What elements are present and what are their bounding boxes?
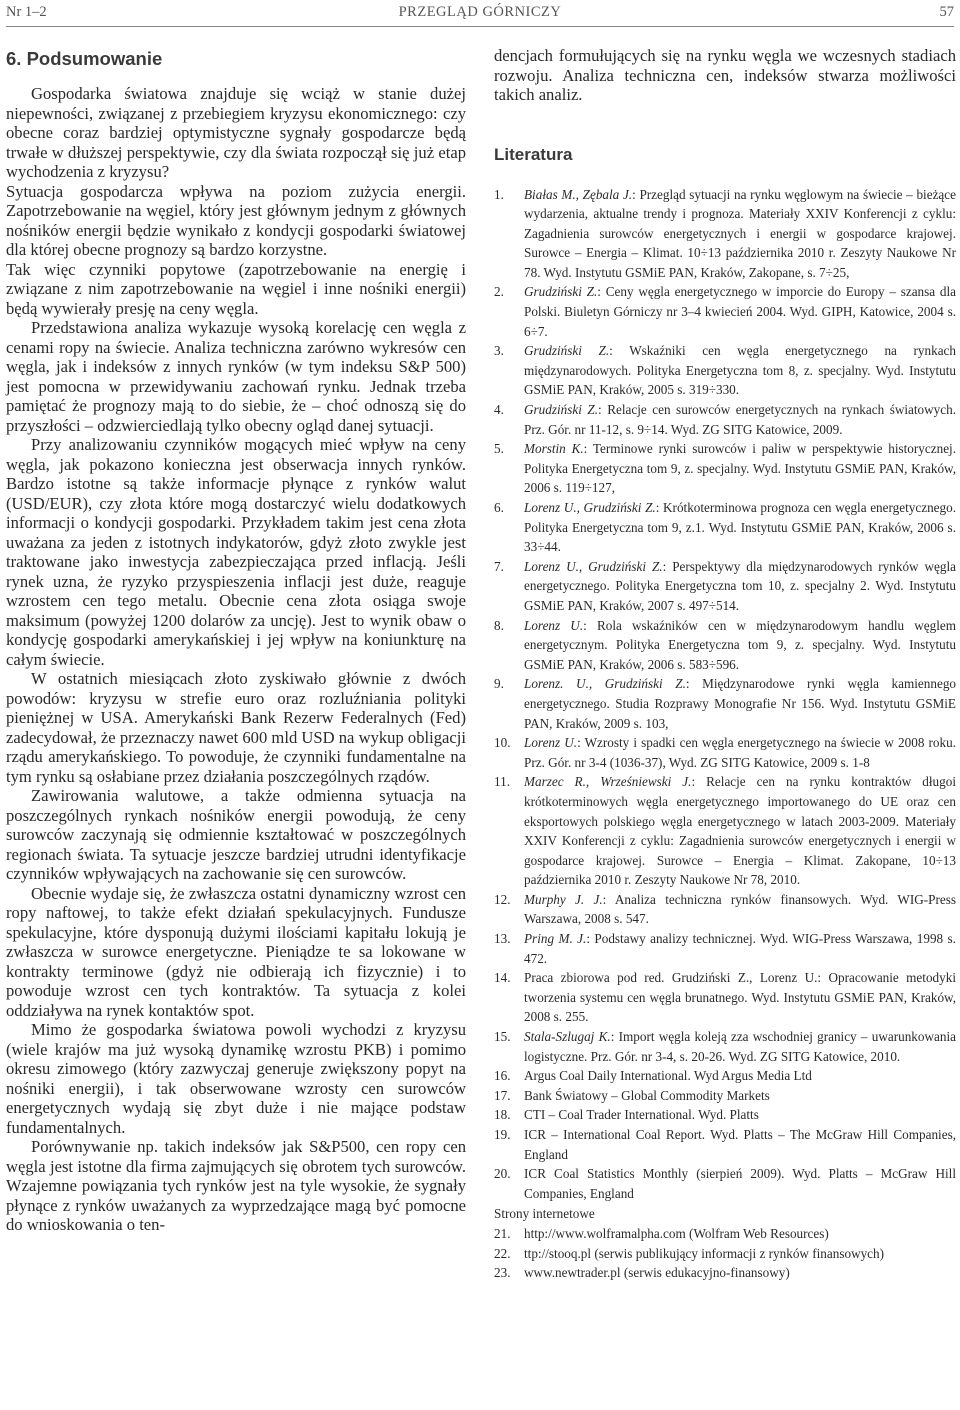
reference-number: 9. <box>494 676 504 692</box>
reference-details: ttp://stooq.pl (serwis publikujący informacji z rynków finansowych) <box>524 1245 885 1261</box>
reference-authors: Marzec R., Wrześniewski J. <box>524 774 692 790</box>
reference-details: : Analiza techniczna rynków finansowych. Wyd. WIG-Press Warszawa, 2008 s. 547. <box>524 891 956 927</box>
reference-details: : Krótkoterminowa prognoza cen węgla energetycznego. Polityka Energetyczna tom 9, z.1. Wyd. Instytutu GSMiE PAN, Kraków, 2006 s. 33÷44. <box>524 500 957 555</box>
reference-number: 10. <box>494 735 511 751</box>
reference-item <box>494 1086 956 1106</box>
reference-number: 18. <box>494 1107 511 1123</box>
reference-list <box>494 185 956 1204</box>
reference-authors: Pring M. J. <box>524 931 587 947</box>
reference-text <box>524 498 956 557</box>
reference-item <box>494 674 956 733</box>
reference-item <box>494 890 956 929</box>
reference-text <box>524 341 956 400</box>
reference-details: Praca zbiorowa pod red. Grudziński Z., Lorenz U.: Opracowanie metodyki tworzenia systemu cen węgla brunatnego. Wyd. Instytutu GSMiE PAN, Kraków, 2008 s. 255. <box>524 970 956 1025</box>
reference-number: 21. <box>494 1225 511 1241</box>
reference-text <box>524 400 956 439</box>
journal-title: PRZEGLĄD GÓRNICZY <box>398 4 562 20</box>
reference-number: 22. <box>494 1245 511 1261</box>
reference-authors: Morstin K. <box>524 441 584 457</box>
reference-details: : Wzrosty i spadki cen węgla energetycznego na świecie w 2008 roku. Prz. Gór. nr 3-4 (1036-37), Wyd. ZG SITG Katowice, 2009 s. 1-8 <box>524 735 956 770</box>
reference-item <box>494 1263 956 1283</box>
reference-number: 4. <box>494 402 504 418</box>
reference-number: 14. <box>494 970 511 986</box>
reference-number: 5. <box>494 441 504 457</box>
reference-text <box>524 674 956 733</box>
paragraph: Mimo że gospodarka światowa powoli wychodzi z kryzysu (wiele krajów ma już wysoką dynamikę wzrostu PKB) i pomimo okresu zimowego (który zazwyczaj generuje zwiększony popyt na nośniki energii), i tak obserwowane wzrosty cen surowców energetycznych wydają się zbyt duże i nie mające podstaw fundamentalnych. <box>6 1020 466 1137</box>
reference-details: ICR – International Coal Report. Wyd. Platts – The McGraw Hill Companies, England <box>524 1127 956 1162</box>
paragraph: Gospodarka światowa znajduje się wciąż w stanie dużej niepewności, związanej z przebiegiem kryzysu ekonomicznego: czy obecne coraz bardziej optymistyczne sygnały gospodarcze będą trwałe w dłuższej perspektywie, czy dla świata rozpoczął się już etap wychodzenia z kryzysu? <box>6 84 466 181</box>
reference-item <box>494 185 956 283</box>
reference-authors: Stala-Szlugaj K. <box>524 1029 611 1045</box>
paragraph: W ostatnich miesiącach złoto zyskiwało głównie z dwóch powodów: kryzysu w strefie euro oraz rozluźniania polityki pieniężnej w USA. Amerykański Bank Rezerw Federalnych (Fed) zadecydował, że przeznaczy nawet 600 mld USD na wykup obligacji rządu amerykańskiego. To powoduje, że czynniki fundamentalne na tym rynku są osłabiane przez działania poszczególnych rządów. <box>6 669 466 786</box>
reference-number: 20. <box>494 1166 511 1182</box>
reference-item <box>494 1125 956 1164</box>
reference-text <box>524 557 956 616</box>
reference-details: : Relacje cen na rynku kontraktów długoi krótkoterminowych węgla energetycznego importowanego do UE oraz cen eksportowych polskiego węgla energetycznego w latach 2003-2009. Materiały XXIV Konferencji z cyklu: Zagadnienia surowców energetycznych i energii w gospodarce krajowej. Surowce – Energia – Klimat. Zakopane, 10÷13 października 2010 r. Zeszyty Naukowe Nr 78, 2010. <box>524 774 956 888</box>
reference-number: 16. <box>494 1068 511 1084</box>
reference-item <box>494 772 956 890</box>
reference-details: : Ceny węgla energetycznego w imporcie do Europy – szansa dla Polski. Biuletyn Górniczy nr 3–4 kwiecień 2004. Wyd. GIPH, Katowice, 2004 s. 6÷7. <box>524 284 957 339</box>
reference-details: ICR Coal Statistics Monthly (sierpień 2009). Wyd. Platts – McGraw Hill Companies, England <box>524 1166 956 1201</box>
reference-number: 7. <box>494 558 504 574</box>
reference-item <box>494 1105 956 1125</box>
reference-number: 23. <box>494 1265 511 1281</box>
reference-authors: Lorenz U. <box>524 617 584 633</box>
reference-details: : Międzynarodowe rynki węgla kamiennego energetycznego. Studia Rozprawy Monografie Nr 156. Wyd. Instytutu GSMiE PAN, Kraków, 2009 s. 103, <box>524 676 957 731</box>
issue-number: Nr 1–2 <box>6 4 47 20</box>
reference-authors: Lorenz. U., Grudziński Z. <box>524 676 686 692</box>
reference-details: Bank Światowy – Global Commodity Markets <box>524 1087 770 1103</box>
reference-details: Argus Coal Daily International. Wyd Argus Media Ltd <box>524 1068 812 1084</box>
reference-text <box>524 733 956 772</box>
reference-text <box>524 1125 956 1164</box>
reference-authors: Białas M., Zębala J. <box>524 186 633 202</box>
reference-text <box>524 929 956 968</box>
reference-details: CTI – Coal Trader International. Wyd. Platts <box>524 1107 759 1123</box>
reference-details: : Import węgla koleją zza wschodniej granicy – uwarunkowania logistyczne. Prz. Gór. nr 3-4, s. 20-26. Wyd. ZG SITG Katowice, 2010. <box>524 1029 956 1064</box>
reference-authors: Grudziński Z. <box>524 284 598 300</box>
paragraph: Sytuacja gospodarcza wpływa na poziom zużycia energii. Zapotrzebowanie na węgiel, który jest głównym jednym z głównych nośników energii będzie wynikało z kondycji gospodarki światowej dla której obecne prognozy są bardzo korzystne. <box>6 181 466 259</box>
header-rule <box>6 26 954 27</box>
reference-text <box>524 1224 956 1244</box>
paragraph: Zawirowania walutowe, a także odmienna sytuacja na poszczególnych rynkach nośników energii powodują, że ceny surowców zaczynają się odmiennie kształtować w poszczególnych regionach świata. Ta sytuacje jeszcze bardziej utrudni identyfikacje czynników wpływających na zachowanie się cen surowców. <box>6 786 466 883</box>
reference-item <box>494 733 956 772</box>
reference-item <box>494 1164 956 1203</box>
reference-text <box>524 890 956 929</box>
reference-number: 1. <box>494 186 504 202</box>
reference-item <box>494 400 956 439</box>
reference-authors: Lorenz U. <box>524 735 578 751</box>
reference-authors: Lorenz U., Grudziński Z. <box>524 500 656 515</box>
reference-item <box>494 616 956 675</box>
paragraph: Porównywanie np. takich indeksów jak S&P500, cen ropy cen węgla jest istotne dla firma zajmujących się obrotem tych surowców. Wzajemne powiązania tych rynków jest na tyle wysokie, że sygnały płynące z rynków uważanych za wyprzedzające magą być pomocne do wnioskowania o ten- <box>6 1137 466 1234</box>
reference-authors: Grudziński Z. <box>524 343 610 359</box>
web-sources-heading: Strony internetowe <box>494 1206 595 1222</box>
paragraph: Przedstawiona analiza wykazuje wysoką korelację cen węgla z cenami ropy na świecie. Analiza techniczna zarówno wykresów cen węgla, jak i indeksów z innych rynków (w tym indeksu S&P 500) jest pomocna w przewidywaniu zachowań rynku. Jednak trzeba pamiętać że prognozy mają to do siebie, że – choć odnoszą się do przyszłości – odzwierciedlają tylko obecny ogląd danej sytuacji. <box>6 318 466 435</box>
reference-item <box>494 1066 956 1086</box>
reference-text <box>524 1164 956 1203</box>
reference-text <box>524 1105 956 1125</box>
continuation-paragraph: dencjach formułujących się na rynku węgla we wczesnych stadiach rozwoju. Analiza techniczna cen, indeksów stwarza możliwości takich analiz. <box>494 46 956 104</box>
reference-text <box>524 772 956 890</box>
reference-details: www.newtrader.pl (serwis edukacyjno-finansowy) <box>524 1265 790 1281</box>
reference-item <box>494 439 956 498</box>
paragraph: Obecnie wydaje się, że zwłaszcza ostatni dynamiczny wzrost cen ropy naftowej, to także efekt działań spekulacyjnych. Fundusze spekulacyjne, które dysponują dużymi ilościami kapitału lokują je zwłaszcza w surowce energetyczne. Pieniądze te sa lokowane w kontrakty terminowe (gdyż nie odbierają ich fizycznie) i to powoduje wzrost cen tych kontraktów. Ta sytuacja z kolei oddziaływa na rynek kontaktów spot. <box>6 883 466 1020</box>
page-number: 57 <box>939 4 954 20</box>
paragraph: Tak więc czynniki popytowe (zapotrzebowanie na energię i związane z nim zapotrzebowanie na węgiel i inne nośniki energii) będą wywierały presję na ceny węgla. <box>6 259 466 318</box>
reference-item <box>494 282 956 341</box>
paragraph: Przy analizowaniu czynników mogących mieć wpływ na ceny węgla, jak pokazono konieczna jest obserwacja innych rynków. Bardzo istotne są także informacje płynące z rynków walut (USD/EUR), czy złota które mogą dostarczyć wielu dodatkowych informacji o kondycji gospodarki. Przykładem takim jest cena złota uważana za jeden z istotnych indykatorów, gdyż złoto zwykle jest traktowane jako inwestycja zabezpieczająca przed inflacją. Jeśli rynek uzna, że ryzyko przyspieszenia inflacji jest duże, reaguje wzrostem cen tego metalu. Obecnie cena złota osiąga swoje maksimum (powyżej 1200 dolarów za uncję). Jest to wynik obaw o kondycję gospodarki amerykańskiej i jej wpływ na koniunkturę na całym świecie. <box>6 435 466 669</box>
reference-item <box>494 1224 956 1244</box>
running-header <box>6 4 954 24</box>
reference-text <box>524 968 956 1027</box>
reference-details: : Wskaźniki cen węgla energetycznego na rynkach międzynarodowych. Polityka Energetyczna tom 8, z. specjalny. Wyd. Instytutu GSMiE PAN, Kraków, 2005 s. 319÷330. <box>524 343 957 398</box>
reference-text <box>524 1086 956 1106</box>
reference-text <box>524 616 956 675</box>
reference-number: 3. <box>494 343 504 359</box>
reference-text <box>524 1027 956 1066</box>
reference-details: : Relacje cen surowców energetycznych na rynkach światowych. Prz. Gór. nr 11-12, s. 9÷14. Wyd. ZG SITG Katowice, 2009. <box>524 402 957 437</box>
reference-number: 2. <box>494 284 504 300</box>
reference-item <box>494 968 956 1027</box>
reference-details: : Perspektywy dla międzynarodowych rynków węgla energetycznego. Polityka Energetyczna tom 10, z. specjalny 2. Wyd. Instytutu GSMiE PAN, Kraków, 2007 s. 497÷514. <box>524 558 956 613</box>
reference-details: : Rola wskaźników cen w międzynarodowym handlu węglem energetycznym. Polityka Energetyczna tom 9, z. specjalny. Wyd. Instytutu GSMiE PAN, Kraków, 2006 s. 583÷596. <box>524 617 956 672</box>
reference-number: 19. <box>494 1127 511 1142</box>
reference-authors: Grudziński Z. <box>524 402 599 418</box>
reference-item <box>494 498 956 557</box>
reference-text <box>524 185 956 283</box>
bibliography-heading: Literatura <box>494 144 573 164</box>
reference-text <box>524 1244 956 1264</box>
reference-details: : Podstawy analizy technicznej. Wyd. WIG-Press Warszawa, 1998 s. 472. <box>524 931 956 966</box>
reference-number: 11. <box>494 774 510 790</box>
reference-details: : Terminowe rynki surowców i paliw w perspektywie historycznej. Polityka Energetyczna tom 9, z. specjalny. Wyd. Instytutu GSMiE PAN, Kraków, 2006 s. 119÷127, <box>524 441 957 496</box>
reference-item <box>494 1027 956 1066</box>
right-column <box>494 46 956 1283</box>
reference-authors: Lorenz U., Grudziński Z. <box>524 558 663 574</box>
reference-number: 13. <box>494 931 511 947</box>
reference-details: : Przegląd sytuacji na rynku węglowym na świecie – bieżące wydarzenia, aktualne trendy i prognoza. Materiały XXIV Konferencji z cyklu: Zagadnienia surowców energetycznych i energii w gospodarce krajowej. Surowce – Energia – Klimat. 10÷13 października 2010 r. Zeszyty Naukowe Nr 78. Wyd. Instytutu GSMiE PAN, Kraków, Zakopane, s. 7÷25, <box>524 186 956 280</box>
reference-number: 8. <box>494 617 504 633</box>
reference-item <box>494 1244 956 1264</box>
reference-text <box>524 1066 956 1086</box>
reference-number: 15. <box>494 1029 511 1045</box>
continued-text <box>494 46 956 105</box>
reference-text <box>524 439 956 498</box>
left-column <box>6 46 466 1235</box>
summary-text <box>6 84 466 1235</box>
reference-authors: Murphy J. J. <box>524 891 603 907</box>
reference-number: 6. <box>494 500 504 515</box>
reference-text <box>524 282 956 341</box>
reference-number: 12. <box>494 891 511 907</box>
reference-item <box>494 929 956 968</box>
reference-item <box>494 341 956 400</box>
reference-item <box>494 557 956 616</box>
reference-number: 17. <box>494 1087 511 1103</box>
section-heading: 6. Podsumowanie <box>6 48 163 69</box>
web-reference-list <box>494 1224 956 1283</box>
reference-details: http://www.wolframalpha.com (Wolfram Web Resources) <box>524 1225 829 1241</box>
reference-text <box>524 1263 956 1283</box>
